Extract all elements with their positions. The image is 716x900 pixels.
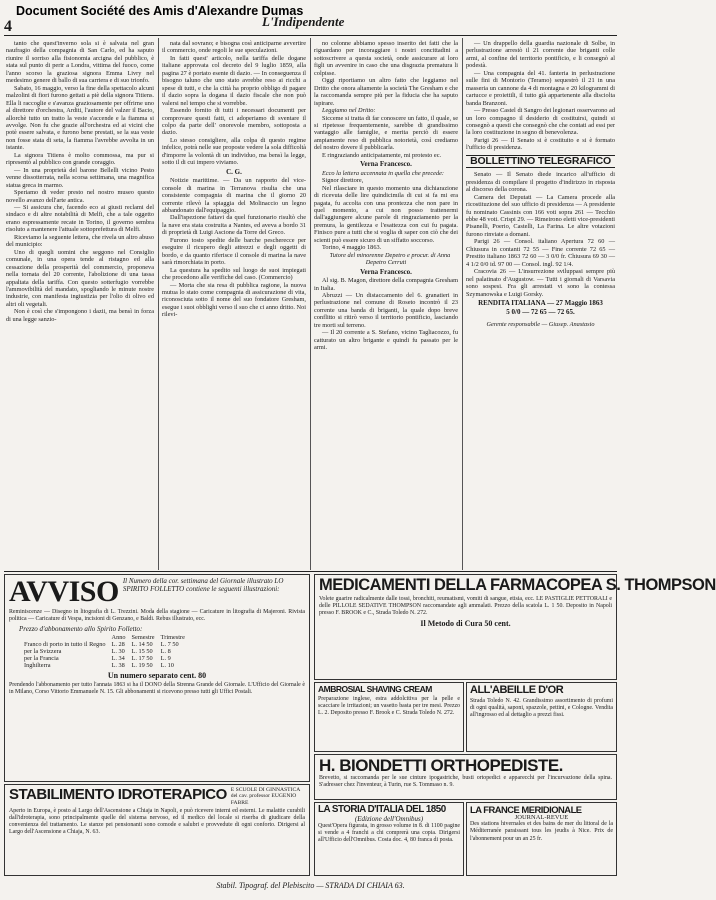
paragraph: Essendo fornito di tutti i necessari documenti per comprovare questi fatti, ci adoperiamo di sventare il colpo da parte dell' onorevole membro, sottoposta a dazio. (162, 107, 306, 137)
paragraph: — Morta che sia resa di pubblica ragione, la nuova mutua lo stato come compagnia di assicurazione di vita, riconosciuta sotto il nome del suo fondatore Gresham, esegue i suoi obblighi verso il suo che ci anno dritto. Noi rilevi- (162, 281, 306, 319)
paragraph: Parigi 26 — Il Senato si è costituito e si è formato l'ufficio di presidenza. (466, 136, 615, 152)
paragraph: Speriamo di veder presto nel nostro museo questo novello avanzo dell'arte antica. (6, 189, 154, 204)
abeille-text: Strada Toledo N. 42. Grandissimo assortimento di profumi di ogni qualità, saponi, spazzole, pettini, e Cologne. Vendita all'ingrosso ed al dettaglio a prezzi fissi. (470, 698, 613, 719)
paragraph: Nel rilasciare in questo momento una dichiarazione di ricevuta delle lire quindicimila di cui si fa mi era pagata, fu accolta con una prontezza che non pare in quel momento, a cui non posso trattenermi dall'aggiungere alcune parole di ringraziamento per la premura, la gentilezza e l'esattezza con cui fu pagata. Finisco pure a tutti che si voglia di saper con ciò che dei scienti può essere sicuro di un siffatto soccorso. (314, 184, 458, 244)
article-column-3 (314, 40, 458, 572)
france-subtitle: JOURNAL-REVUE (514, 814, 569, 822)
stabilimento-title: STABILIMENTO IDROTERAPICO (9, 786, 227, 803)
paragraph: Tutore del minorenne Depetro e procur. di Anna Depetro Cerruti (329, 251, 451, 267)
france-text: Des stations hivernales et des bains de mer du littoral de la Méditerranée paraissant tous les jeudis à Nice. Prix de l'abonnement pour un an 25 fr. (470, 821, 613, 842)
price-row (21, 662, 188, 669)
paragraph: nata dal sovrano; e bisogna così anticiparne avvertire il commercio, onde regoli le sue speculazioni. (162, 40, 306, 55)
paragraph: — In una proprietà del barone Bellelli vicino Pesto venne dissotterrata, nella scorsa settimana, una magnifica statua greca in marmo. (6, 166, 154, 189)
top-rule (4, 35, 617, 36)
paragraph: Furono tosto spedite delle barche pescherecce per eseguire il ricupero degli attrezzi e degli oggetti di bordo, e da quanto riferisce il console di marina la nave sarà rimorchiata in porto. (162, 236, 306, 267)
article-column-4 (466, 40, 615, 572)
ambrosial-ad (314, 682, 464, 752)
biondetti-ad (314, 754, 617, 800)
avviso-single: Un numero separato cent. 80 (107, 671, 207, 681)
france-title: LA FRANCE MERIDIONALE (470, 804, 582, 815)
watermark: Document Société des Amis d'Alexandre Dumas (16, 4, 304, 18)
paragraph: Sicceme si tratta di far conoscere un fatto, il quale, se si ripetesse frequentemente, sarebbe di grandissimo vantaggio alle famiglie, e merita perciò di essere ampiamente reso di pubblica notorietà, così crediamo del nostro dovere il pubblicarla. (314, 114, 458, 152)
masthead: L'Indipendente (262, 14, 345, 29)
price-cell: L. 9 (160, 655, 171, 663)
column-divider (462, 38, 463, 570)
price-cell: per la Francia (24, 655, 59, 663)
biondetti-text: Brevetto, si raccomanda per le sue cinture ipogastriche, busti ortopedici e apparecchi per l'incurvazione della spina. S'adresser chez l'inventeur, à Turin, rue S. Tommaso n. 9. (319, 775, 612, 789)
avviso-title: AVVISO (9, 575, 119, 608)
paragraph: — Si assicura che, facendo eco ai giusti reclami del sindaco e di altre notabilità di Melfi, che a tale oggetto erano espressamente recate in Torino, il governo sembra risoluto a mantenere l'attuale sottoprefettura di Melfi. (6, 203, 154, 234)
rendita-value: 5 0/0 — 72 65 — 72 65. (506, 308, 575, 317)
rendita-heading: RENDITA ITALIANA — 27 Maggio 1863 (478, 298, 603, 307)
price-header-cell: Anno (111, 634, 126, 642)
price-cell: Inghilterra (24, 662, 51, 670)
paragraph: Cracovia 26 — L'insurrezione sviluppasi sempre più nel palatinato d'Augustow. — Tutti i giornali di Varsavia sono sospesi. Fra gli arrestati vi sono la contessa Szymanowska e Luigi Gorsky. (466, 268, 615, 298)
paragraph: Camera dei Deputati — La Camera procede alla ricostituzione del suo ufficio di presidenza — A presidente fu nominato Cassinis con 166 voti sopra 261 — Tecchio ebbe 48 voti. Crispi 29. — Rimeirono eletti vice-presidenti Pisanelli, Poerio, Castelli, La Farina. Le altre votazioni furono rinviate a domani. (466, 193, 615, 238)
price-cell: L. 14 50 (131, 641, 153, 649)
paragraph: Sabato, 16 maggio, verso la fine della spettacolo alcuni malzolini di fiori furono gettati a piè della signora Titiens. Ella li raccoglie e s'avanza graziosamente per offrirne uno al direttore d'orchestra, Arditi, l'autore del valzer il Bacio, allorchè tutto un tratto la veste s'accende e la fiamma si avvolge. Non fu che grazie all'orchestra ed ai vicini che potè essere salvata, e furono bene prestati, se la sua veste non fosse stata di seta, la fiamma l'avrebbe avvolta in un istante. (6, 84, 154, 152)
article-column-2 (162, 40, 306, 572)
abeille-ad (466, 682, 617, 752)
price-cell: per la Svizzera (24, 648, 62, 656)
price-row (21, 648, 188, 655)
medicamenti-price: Il Metodo di Cura 50 cent. (420, 618, 511, 628)
paragraph: Abruzzi — Un distaccamento del 6. granatieri in perlustrazione nel comune di Roseto incontrò il 23 corrente una banda di briganti, la quale dopo breve conflitto si ritirò verso il territorio pontificio, lasciando tre morti sul terreno. (314, 291, 458, 329)
price-cell: L. 15 50 (131, 648, 153, 656)
avviso-items: Reminiscenze — Disegno in litografia di L. Trezzini. Moda della stagione — Caricature in litografia di Majeroni. Rivista politica — Caricature di Vespa, incisioni di Genzano, e Baldi. Rebus illustrato, ecc. (9, 609, 305, 623)
abeille-title: ALL'ABEILLE D'OR (470, 684, 564, 696)
price-table (21, 634, 188, 669)
paragraph: Torino, 4 maggio 1863. (322, 244, 382, 252)
avviso-ad (4, 574, 310, 782)
paragraph: Notizie marittime. — Da un rapporto del vice-console di marina in Terranova risulta che una consistente compagnia di marina che il giorno 20 corrente rilevò la spiaggia del Molinaccio un legno abbandonato dall'equipaggio. (162, 177, 306, 214)
telegraphic-bulletin-heading: BOLLETTINO TELEGRAFICO (466, 155, 615, 168)
paragraph: Al sig. B. Magon, direttore della compagnia Gresham in Italia. (314, 277, 458, 292)
column-divider (158, 38, 159, 570)
paragraph: La questura ha spedito sul luogo de suoi impiegati che procedono alle verifiche del caso. (Commercio) (162, 266, 306, 282)
column-divider (310, 38, 311, 570)
paragraph: E ringraziando anticipatamente, mi protesto ec. (322, 151, 442, 159)
paragraph: Lo stesso consigliere, alla colpa di questo regime infelice, potrà nelle sue proposte vedere la sola difficoltà d'imporre la volontà di un individuo, ma bensì la legge, sotto il di cui impero viviamo. (162, 136, 306, 167)
price-cell: L. 7 50 (160, 641, 179, 649)
storia-ad (314, 802, 464, 876)
avviso-text: Il Numero della cor. settimana del Giornale illustrato LO SPIRITO FOLLETTO contiene le seguenti illustrazioni: (122, 577, 284, 593)
signature: Verna Francesco. (360, 267, 412, 276)
paragraph: — Un drappello della guardia nazionale di Solbe, in perlustrazione arrestò il 21 corrente due briganti colle armi, al confine del territorio pontificio, e li consegnò al podestà. (466, 40, 615, 70)
stabilimento-ad (4, 784, 310, 876)
paragraph: Uno di quegli uomini che seggono nel Consiglio comunale, in una opera tende al ristagno ed alla cessazione della prosperità del commercio, proponeva nella tornata del 20 corrente, l'abolizione di una tassa appaltata della tariffa. Con questo sotterfugio vorrebbe l'ammovibilità del mandato, spogliando le minute nostre industrie, con manifesta ingiustizia per l'olio di olivo ed altri oli vegetali. (6, 248, 154, 308)
paragraph: Dall'ispezione fattavi da quel funzionario risultò che la nave era stata costruita a Nantes, ed aveva a bordo 31 di proprietà di Luigi Ascione da Torre del Greco. (162, 214, 306, 237)
paragraph: no colonne abbiamo spesso inserito dei fatti che la riguardano per incoraggiare i nostri concittadini a sottoscrivere a questa società, onde assicurare ai loro figli un avvenire in caso che una disgrazia prematura li colpisse. (314, 40, 458, 77)
page-number: 4 (4, 18, 12, 35)
price-row (21, 641, 188, 648)
paragraph: Leggiamo nel Dritto: (322, 107, 376, 115)
paragraph: Ecco la lettera accennata in quella che precede: (322, 169, 444, 177)
paragraph: Non è così che s'impongono i dazii, ma bensì in forza di una legge sanzio- (6, 308, 154, 323)
paragraph: tanto che quest'inverno sola si è salvata nel gran naufragio della compagnia di San Carlo, ed ha saputo riunire il sorriso alla fisionomia arcigna del pubblico, è stata sul punto di perir a Londra, vittima del fuoco, come l'anno scorso la graziosa signora Emma Livry nel medesimo genere di ballo di sua carriera e di suo trionfo. (6, 40, 154, 85)
price-cell: L. 34 (111, 655, 125, 663)
advertisements (4, 574, 716, 876)
france-meridionale-ad (466, 802, 617, 876)
medicamenti-ad (314, 574, 716, 680)
paragraph: — Presso Castel di Sangro dei legionari osservarono ad un loro compagno il desiderio di costituirsi, quindi si consegnò a questi che consegnò che che contati ad essi per la loro costituzione in segno di benevolenza. (466, 107, 615, 137)
signature: C. G. (226, 167, 242, 176)
gerente: Gerente responsabile — Giusep. Anastasio (486, 320, 595, 328)
price-cell: L. 28 (111, 641, 125, 649)
paragraph: In fatti quest' articolo, nella tariffa delle dogane italiane approvata col decreto del 9 luglio 1859, alla pagina 27 è portato esente di dazio. — In conseguenza il bisogno taluno che uno stato avrebbe reso ai ricchi a spese di tutti, e che la città ha proprio obbligo di pagare il dazio sopra la dogana il dazio fiscale che non può valersi nel tempo che si vorrebbe. (162, 54, 306, 107)
ambrosial-title: AMBROSIAL SHAVING CREAM (318, 684, 432, 694)
imprint: Stabil. Tipograf. del Plebiscito — STRADA DI CHIAIA 63. (216, 881, 405, 890)
price-cell: L. 10 (160, 662, 174, 670)
avviso-footer: Prendendo l'abbonamento per tutto l'annata 1863 si ha il DONO della Strenna Grande del Giornale. L'Ufficio del Giornale è in Milano, Corso Vittorio Emmanuele N. 15. Gli abbonamenti si ricevono presso tutti gli Uffici Postali. (9, 682, 305, 696)
paragraph: — Una compagnia del 41. fanteria in perlustrazione sulle fini di Montorio (Teramo) sequestrò il 21 in una masseria un cannone da 4 di montagna e 20 kilogrammi di cartucce e proiettili, il tutto già appartenente alla disciolta banda Branzoni. (466, 69, 615, 107)
paragraph: Parigi 26 — Consol. italiano Apertura 72 60 — Chiusura in contanti 72 55 — Fine corrente 72 65 — Prestito italiano 1863 72 60 — 3 0/0 fr. Chiusura 69 30 — 4 1/2 0/0 id. 97 00 — Consol. ingl. 92 1/4. (466, 238, 615, 268)
price-cell: L. 8 (160, 648, 171, 656)
medicamenti-title: MEDICAMENTI DELLA FARMACOPEA S. THOMPSON (319, 576, 716, 594)
article-column-1 (6, 40, 154, 572)
paragraph: Riceviamo la seguente lettera, che rivela un altro abuso del municipio: (6, 233, 154, 249)
price-header-cell: Trimestre (160, 634, 185, 642)
price-cell: L. 19 50 (131, 662, 153, 670)
price-row (21, 655, 188, 662)
biondetti-title: H. BIONDETTI ORTHOPEDISTE. (319, 756, 563, 775)
ambrosial-text: Preparazione inglese, estra addolcitiva per la pelle e scacciare le irritazioni; un vasetto basta per tre mesi. Prezzo L. 2. Deposito presso F. Brook e C. Strada Toledo N. 272. (318, 695, 460, 716)
paragraph: Oggi riportiamo un altro fatto che leggiamo nel Dritto che onora altamente la società The Gresham e che la raccomanda sempre più per la fiducia che ha saputo ispirare. (314, 77, 458, 107)
storia-text: Quest'Opera figurata, in grosso volume in 8. di 1100 pagine si vende a 4 franchi a chi comprerà una copia. Dirigersi all'Ufficio dell'Omnibus. Costa doc. 4, 80 franca di posta. (318, 822, 460, 843)
price-header-cell: Semestre (131, 634, 155, 642)
paragraph: — Il 20 corrente a S. Stefano, vicino Tagliacozzo, fu catturato un altro brigante e quindi fu passato per le armi. (314, 329, 458, 352)
ads-rule (4, 571, 617, 572)
price-cell: Franco di porto in tutto il Regno (24, 641, 106, 649)
price-header-cell (21, 634, 109, 641)
price-cell: L. 30 (111, 648, 125, 656)
signature: Verna Francesco. (360, 160, 412, 169)
storia-title: LA STORIA D'ITALIA DEL 1850 (318, 804, 446, 815)
avviso-price-intro: Prezzo d'abbonamento allo Spirito Folletto: (19, 625, 143, 634)
price-cell: L. 17 50 (131, 655, 153, 663)
medicamenti-text: Volete guarire radicalmente dalle tossi, bronchiti, reumatismi, vomiti di sangue, etisia, ecc. LE PASTIGLIE PETTORALI e delle PILLOLE SEDATIVE THOMPSON raccomandate agli ammalati. Prezzo della scatola L. 1 50. Deposito in Napoli presso F. BROOK e C., Strada Toledo N. 272. (319, 595, 612, 616)
paragraph: Senato — Il Senato diede incarico all'ufficio di presidenza di compilare il progetto d'indirizzo in risposta al discorso della corona. (466, 171, 615, 194)
paragraph: La signora Titiens è molto commossa, ma pur si ripresentò al pubblico con grande coraggio. (6, 151, 154, 167)
paragraph: Signor direttore, (322, 177, 364, 185)
storia-subtitle: (Edizione dell'Omnibus) (354, 814, 424, 823)
stabilimento-subtitle: E SCUOLE DI GINNASTICA del cav. professor EUGENIO FABRE (230, 787, 300, 806)
stabilimento-text: Aperto in Europa, è posto al Largo dell'Ascensione a Chiaja in Napoli, e può ricevere interni ed esterni. Le malattie curabili dall'idroterapia, sono principalmente quelle del sistema nervoso, ed il medico del locale si riserba di giudicare della convenienza del trattamento. Le stanze pei pensionanti sono comode e salubri e provvedute di ogni conforto. Dirigersi al Largo dell'Ascensione a Chiaja, N. 63. (9, 808, 305, 836)
price-cell: L. 38 (111, 662, 125, 670)
price-header-row (21, 634, 188, 641)
